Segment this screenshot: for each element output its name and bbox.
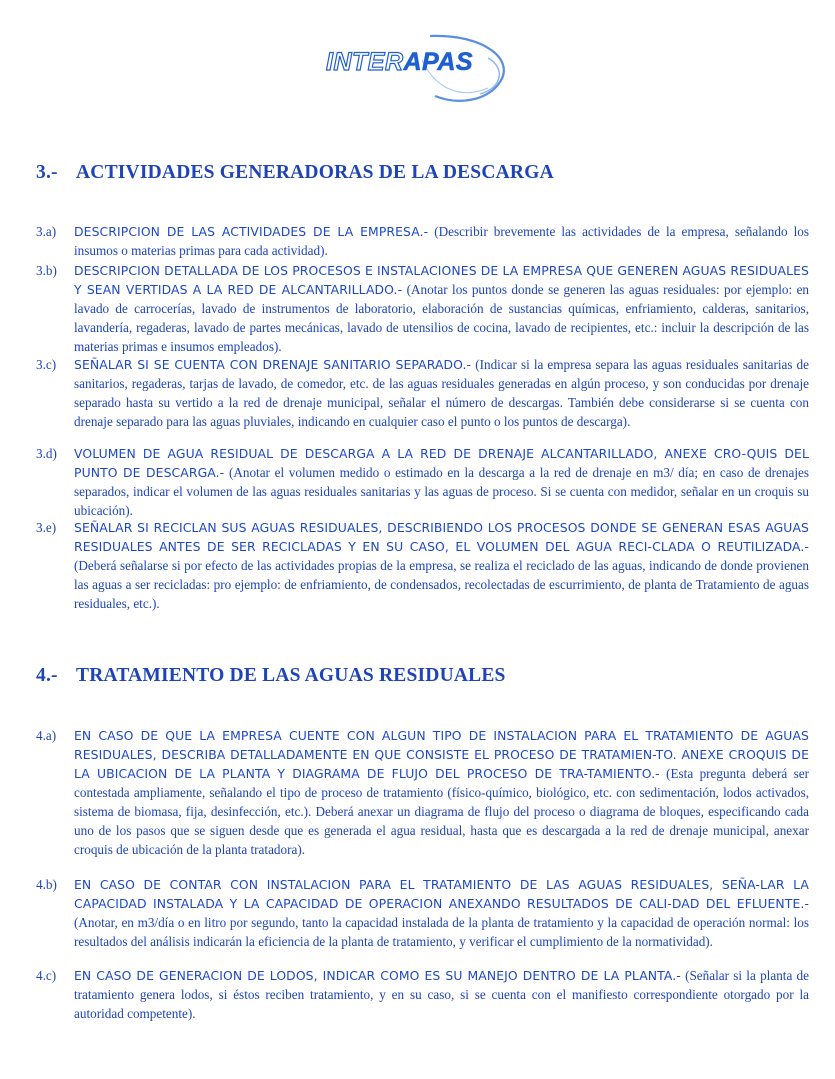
item-text: (Describir brevemente las actividades de la empresa, señalando los insumos o materias primas para cada actividad). (74, 224, 810, 258)
item-label: 4.a) (36, 728, 57, 743)
item-text: (Anotar, en m3/día o en litro por segundo, tanto la capacidad instalada de la planta de tratamiento y la capacidad de operación normal: los resultados del análisis indicarán la eficiencia de la planta de tratamiento, y verificar el cumplimiento de la normatividad). (74, 915, 809, 949)
item-3d (36, 444, 809, 520)
section-number: 3.- (36, 162, 58, 183)
item-heading: EN CASO DE QUE LA EMPRESA CUENTE CON ALGUN TIPO DE INSTALACION PARA EL TRATAMIENTO DE AGUAS RESIDUALES, DESCRIBA DETALLADAMENTE EN QUE CONSISTE EL PROCESO DE TRATAMIEN-TO. ANEXE CROQUIS DE LA UBICACION DE LA PLANTA Y DIAGRAMA DE FLUJO DEL PROCESO DE TRA-TAMIENTO.- (74, 728, 809, 781)
interapas-logo (310, 30, 530, 110)
item-4b (36, 875, 809, 951)
item-heading: SEÑALAR SI RECICLAN SUS AGUAS RESIDUALES, DESCRIBIENDO LOS PROCESOS DONDE SE GENERAN ESAS AGUAS RESIDUALES ANTES DE SER RECICLADAS Y EN SU CASO, EL VOLUMEN DEL AGUA RECI-CLADA O REUTILIZADA.- (74, 520, 809, 554)
item-label: 4.c) (36, 968, 57, 983)
item-4c (36, 966, 809, 1023)
item-text: (Esta pregunta deberá ser contestada ampliamente, señalando el tipo de proceso de tratamiento (físico-químico, biológico, etc. con sedimentación, lodos activados, sistema de biomasa, fija, desinfección, etc.). Deberá anexar un diagrama de flujo del proceso o diagrama de bloques, especificando cada uno de los pasos que se siguen desde que es generada el agua residual, hasta que es descargada a la red de drenaje municipal, anexar croquis de ubicación de la planta tratadora). (74, 766, 809, 857)
item-label: 3.e) (36, 520, 57, 535)
section-title-text: TRATAMIENTO DE LAS AGUAS RESIDUALES (76, 665, 506, 686)
item-heading: DESCRIPCION DE LAS ACTIVIDADES DE LA EMPRESA.- (74, 224, 429, 239)
item-heading: SEÑALAR SI SE CUENTA CON DRENAJE SANITARIO SEPARADO.- (74, 357, 472, 372)
item-heading: EN CASO DE GENERACION DE LODOS, INDICAR COMO ES SU MANEJO DENTRO DE LA PLANTA.- (74, 968, 681, 983)
section-3-title (36, 162, 554, 184)
logo-part-inter: INTER (326, 48, 404, 76)
item-label: 3.d) (36, 446, 57, 461)
item-3a (36, 222, 809, 260)
section-title-text: ACTIVIDADES GENERADORAS DE LA DESCARGA (76, 162, 554, 183)
item-text: (Anotar el volumen medido o estimado en la descarga a la red de drenaje en m3/ día; en caso de drenajes separados, indicar el volumen de las aguas residuales sanitarias y las aguas de proceso. Si se cuenta con medidor, señalar en un croquis su ubicación). (74, 465, 809, 518)
item-3c (36, 355, 809, 431)
item-text: (Indicar si la empresa separa las aguas residuales sanitarias de sanitarios, regaderas, tarjas de lavado, de comedor, etc. de las aguas residuales generadas en algún proceso, y son conducidas por drenaje separado hasta su vertido a la red de drenaje municipal, señalar el número de descargas. También debe considerarse si se cuenta con drenaje separado para las aguas pluviales, indicando en cualquier caso el punto o los puntos de descarga). (74, 357, 810, 429)
logo-wordmark (326, 48, 473, 77)
item-text: (Deberá señalarse si por efecto de las actividades propias de la empresa, se realiza el reciclado de las aguas, indicando de donde provienen las aguas a ser recicladas: pro ejemplo: de enfriamiento, de condensados, recolectadas de escurrimiento, de planta de Tratamiento de aguas residuales, etc.). (74, 558, 809, 611)
item-label: 3.c) (36, 357, 57, 372)
item-heading: EN CASO DE CONTAR CON INSTALACION PARA EL TRATAMIENTO DE LAS AGUAS RESIDUALES, SEÑA-LAR LA CAPACIDAD INSTALADA Y LA CAPACIDAD DE OPERACION ANEXANDO RESULTADOS DE CALI-DAD DEL EFLUENTE.- (74, 877, 809, 911)
item-label: 4.b) (36, 877, 57, 892)
item-4a (36, 726, 809, 859)
section-number: 4.- (36, 665, 58, 686)
item-heading: VOLUMEN DE AGUA RESIDUAL DE DESCARGA A LA RED DE DRENAJE ALCANTARILLADO, ANEXE CRO-QUIS DEL PUNTO DE DESCARGA.- (74, 446, 809, 480)
section-4-title (36, 665, 506, 687)
item-3e (36, 518, 809, 613)
item-text: (Anotar los puntos donde se generen las aguas residuales: por ejemplo: en lavado de carrocerías, lavado de instrumentos de laboratorio, elaboración de sustancias químicas, enfriamiento, calderas, sanitarios, lavandería, regaderas, lavado de partes mecánicas, lavado de utensilios de cocina, lavado de recipientes, etc.: incluir la descripción de las materias primas e insumos empleados). (74, 282, 810, 354)
item-text: (Señalar si la planta de tratamiento genera lodos, si éstos reciben tratamiento, y en su caso, si se cuenta con el manifiesto correspondiente otorgado por la autoridad competente). (74, 968, 810, 1021)
item-label: 3.a) (36, 224, 57, 239)
item-label: 3.b) (36, 263, 57, 278)
logo-part-apas: APAS (403, 48, 474, 76)
item-3b (36, 261, 809, 356)
item-heading: DESCRIPCION DETALLADA DE LOS PROCESOS E INSTALACIONES DE LA EMPRESA QUE GENEREN AGUAS RESIDUALES Y SEAN VERTIDAS A LA RED DE ALCANTARILLADO.- (74, 263, 809, 297)
